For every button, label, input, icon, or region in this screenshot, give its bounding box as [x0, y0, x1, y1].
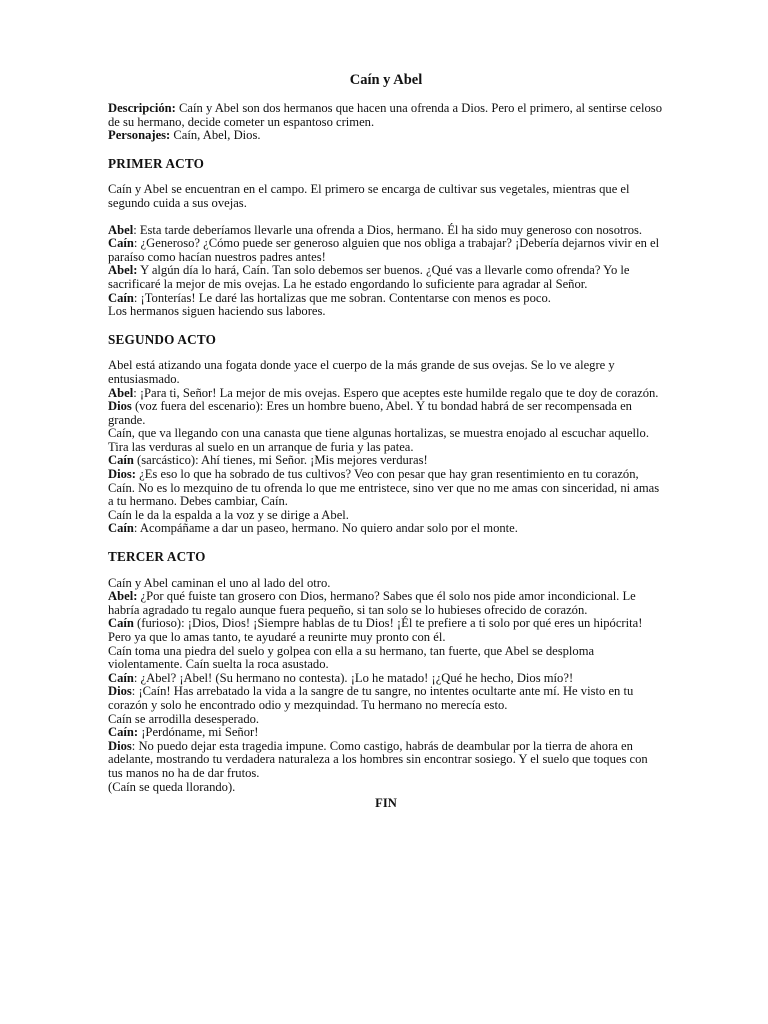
description-paragraph [108, 102, 664, 129]
dialogue-line [108, 522, 664, 536]
line-text: ¡Perdóname, mi Señor! [138, 725, 259, 740]
characters-paragraph [108, 129, 664, 143]
speaker-name: Abel [108, 222, 134, 237]
speaker-name: Dios: [108, 467, 136, 482]
dialogue-line [108, 292, 664, 306]
line-text: (Caín se queda llorando). [108, 779, 236, 794]
characters-label: Personajes: [108, 128, 171, 143]
speaker-name: Abel [108, 385, 134, 400]
line-text: : No puedo dejar esta tragedia impune. Como castigo, habrás de deambular por la tierra de ahora en adelante, mostrando tu verdadera naturaleza a los hombres sin encontrar sosiego. Y el suelo que toques con tus manos no ha de dar frutos. [108, 738, 648, 780]
act1-intro-block [108, 183, 664, 210]
speaker-name: Caín [108, 290, 134, 305]
stage-direction [108, 509, 664, 523]
line-text: Caín, que va llegando con una canasta que tiene algunas hortalizas, se muestra enojado al escuchar aquello. Tira las verduras al suelo en un arranque de furia y las patea. [108, 426, 649, 454]
act1-intro: Caín y Abel se encuentran en el campo. El primero se encarga de cultivar sus vegetales, mientras que el segundo cuida a sus ovejas. [108, 182, 630, 210]
speaker-name: Caín: [108, 725, 139, 740]
line-text: Caín toma una piedra del suelo y golpea con ella a su hermano, tan fuerte, que Abel se desploma violentamente. Caín suelta la roca asustado. [108, 643, 595, 672]
document-page [108, 72, 664, 811]
dialogue-line [108, 400, 664, 427]
act1-heading: PRIMER ACTO [108, 155, 205, 171]
speaker-name: Dios [108, 738, 132, 753]
line-text: : ¡Para ti, Señor! La mejor de mis ovejas. Espero que aceptes este humilde regalo que te doy de corazón. [133, 385, 659, 400]
speaker-name: Caín [108, 616, 134, 631]
dialogue-line [108, 468, 664, 509]
line-text: (furioso): ¡Dios, Dios! ¡Siempre hablas de tu Dios! ¡Él te prefiere a ti solo por qué eres un hipócrita! Pero ya que lo amas tanto, te ayudaré a reunirte muy pronto con él. [108, 616, 643, 644]
line-text: ¿Es eso lo que ha sobrado de tus cultivos? Veo con pesar que hay gran resentimiento en tu corazón, Caín. No es lo mezquino de tu ofrenda lo que me entristece, sino ver que no me amas con sinceridad, ni amas a tu hermano. Debes cambiar, Caín. [108, 467, 660, 509]
description-label: Descripción: [108, 101, 176, 115]
line-text: Y algún día lo hará, Caín. Tan solo debemos ser buenos. ¿Qué vas a llevarle como ofrenda? Yo le sacrificaré la mejor de mis ovejas. La he estado engordando lo suficiente para agradar al Señor. [108, 263, 630, 291]
act2-heading: SEGUNDO ACTO [108, 331, 217, 347]
characters-text: Caín, Abel, Dios. [170, 128, 261, 143]
speaker-name: Caín [108, 453, 134, 468]
document-meta [108, 102, 664, 143]
dialogue-line [108, 454, 664, 468]
dialogue-line [108, 726, 664, 740]
dialogue-line [108, 672, 664, 686]
line-text: Caín le da la espalda a la voz y se dirige a Abel. [108, 507, 349, 522]
dialogue-line [108, 617, 664, 644]
speaker-name: Abel: [108, 589, 138, 604]
act3-dialogue [108, 577, 664, 795]
speaker-name: Caín [108, 521, 134, 536]
dialogue-line [108, 740, 664, 781]
stage-direction [108, 781, 664, 795]
dialogue-line [108, 685, 664, 712]
stage-direction: Los hermanos siguen haciendo sus labores. [108, 304, 326, 319]
end-marker: FIN [375, 796, 397, 811]
line-text: : ¿Generoso? ¿Cómo puede ser generoso alguien que nos obliga a trabajar? ¡Debería dejarnos vivir en el paraíso como hacían nuestros padres antes! [108, 236, 660, 264]
stage-direction [108, 645, 664, 672]
act1-dialogue [108, 224, 664, 319]
line-text: : ¡Tonterías! Le daré las hortalizas que me sobran. Contentarse con menos es poco. [133, 290, 551, 305]
stage-direction [108, 713, 664, 727]
act2-intro: Abel está atizando una fogata donde yace el cuerpo de la más grande de sus ovejas. Se lo ve alegre y entusiasmado. [108, 358, 615, 386]
dialogue-line [108, 224, 664, 238]
line-text: (voz fuera del escenario): Eres un hombre bueno, Abel. Y tu bondad habrá de ser recompensada en grande. [108, 399, 632, 427]
dialogue-line [108, 387, 664, 401]
document-title: Caín y Abel [349, 72, 423, 88]
act3-intro: Caín y Abel caminan el uno al lado del otro. [108, 575, 331, 590]
stage-direction [108, 427, 664, 454]
line-text: : ¡Caín! Has arrebatado la vida a la sangre de tu sangre, no intentes ocultarte ante mí. He visto en tu corazón y solo he encontrado odio y mezquindad. Tu hermano no merecía esto. [108, 684, 634, 712]
dialogue-line [108, 264, 664, 291]
speaker-name: Dios [108, 399, 132, 414]
line-text: Caín se arrodilla desesperado. [108, 711, 260, 726]
act2-dialogue [108, 359, 664, 536]
act3-heading: TERCER ACTO [108, 549, 206, 565]
speaker-name: Caín [108, 236, 134, 251]
description-text: Caín y Abel son dos hermanos que hacen una ofrenda a Dios. Pero el primero, al sentirse celoso de su hermano, decide cometer un espantoso crimen. [108, 101, 662, 129]
dialogue-line [108, 237, 664, 264]
speaker-name: Dios [108, 684, 132, 699]
dialogue-line [108, 590, 664, 617]
line-text: : Acompáñame a dar un paseo, hermano. No quiero andar solo por el monte. [133, 521, 518, 536]
line-text: : Esta tarde deberíamos llevarle una ofrenda a Dios, hermano. Él ha sido muy generoso con nosotros. [133, 222, 643, 237]
speaker-name: Caín [108, 670, 134, 685]
speaker-name: Abel: [108, 263, 138, 278]
line-text: (sarcástico): Ahí tienes, mi Señor. ¡Mis mejores verduras! [133, 453, 428, 468]
line-text: : ¿Abel? ¡Abel! (Su hermano no contesta). ¡Lo he matado! ¡¿Qué he hecho, Dios mío?! [133, 670, 574, 685]
line-text: ¿Por qué fuiste tan grosero con Dios, hermano? Sabes que él solo nos pide amor incondicional. Le habría agradado tu regalo aunque fuera pequeño, si tan solo se lo hubieses ofrecido de corazón. [108, 589, 636, 617]
